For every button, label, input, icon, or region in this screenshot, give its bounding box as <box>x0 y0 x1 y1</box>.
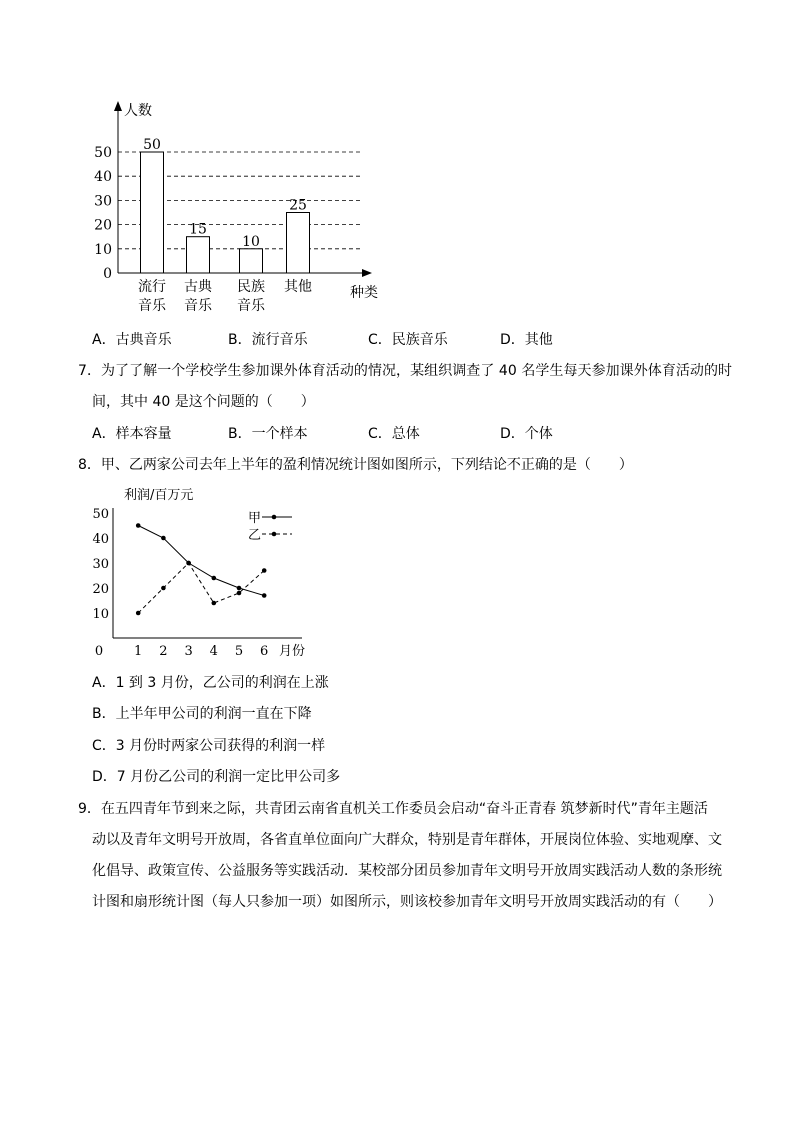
x-axis-title: 月份 <box>278 644 306 659</box>
q9-stem-line4: 计图和扇形统计图（每人只参加一项）如图所示，则该校参加青年文明号开放周实践活动的有（ ） <box>92 894 722 910</box>
q7-option-b[interactable]: B．一个样本 <box>228 426 308 442</box>
q7-stem-line2: 间，其中 40 是这个问题的（ ） <box>92 394 315 410</box>
x-tick-label: 4 <box>209 644 218 659</box>
data-point <box>237 591 242 596</box>
data-label: 10 <box>242 233 260 250</box>
y-tick-label: 50 <box>94 145 112 161</box>
y-axis-arrow <box>114 101 122 111</box>
q6-option-c[interactable]: C．民族音乐 <box>368 332 448 348</box>
data-label: 50 <box>143 137 161 153</box>
bar <box>141 152 164 273</box>
legend-label: 乙 <box>248 528 262 543</box>
q6-option-a[interactable]: A．古典音乐 <box>92 332 172 348</box>
q9-stem-line3: 化倡导、政策宣传、公益服务等实践活动．某校部分团员参加青年文明号开放周实践活动人数的条形统 <box>92 863 722 879</box>
x-tick-label: 2 <box>159 644 168 659</box>
q6-option-d[interactable]: D．其他 <box>500 332 553 348</box>
x-category-label: 音乐 <box>237 298 265 314</box>
y-tick-label: 30 <box>94 193 112 210</box>
bar <box>187 237 210 273</box>
y-tick-label: 40 <box>92 532 109 547</box>
y-tick-label: 0 <box>103 266 112 282</box>
q8-option-a[interactable]: A．1 到 3 月份，乙公司的利润在上涨 <box>92 675 329 691</box>
legend-label: 甲 <box>248 511 262 526</box>
y-axis-title: 利润/百万元 <box>124 488 194 503</box>
bar-chart-music-types <box>80 95 390 325</box>
legend-marker <box>272 532 277 537</box>
x-tick-label: 5 <box>234 644 244 659</box>
q8-stem: 8．甲、乙两家公司去年上半年的盈利情况统计图如图所示，下列结论不正确的是（ ） <box>78 457 633 473</box>
data-point <box>262 568 267 573</box>
data-point <box>212 601 217 606</box>
q7-option-a[interactable]: A．样本容量 <box>92 426 172 442</box>
series-line <box>138 526 264 596</box>
x-category-label: 音乐 <box>184 298 212 314</box>
y-tick-label: 20 <box>92 582 109 597</box>
x-tick-label: 6 <box>260 644 269 659</box>
x-category-label: 流行 <box>138 279 166 295</box>
x-tick-label: 1 <box>134 644 143 659</box>
y-tick-label: 20 <box>94 217 112 234</box>
q7-stem-line1: 7．为了了解一个学校学生参加课外体育活动的情况，某组织调查了 40 名学生每天参加课外体育活动的时 <box>78 363 733 379</box>
data-point <box>262 593 267 598</box>
data-point <box>161 586 166 591</box>
data-point <box>136 611 141 616</box>
q8-option-c[interactable]: C．3 月份时两家公司获得的利润一样 <box>92 738 326 754</box>
y-tick-label: 50 <box>92 507 109 522</box>
q6-option-b[interactable]: B．流行音乐 <box>228 332 308 348</box>
data-point <box>136 523 141 528</box>
q9-stem-line2: 动以及青年文明号开放周，各省直单位面向广大群众，特别是青年群体，开展岗位体验、实地观摩、文 <box>92 832 722 848</box>
bar <box>240 249 263 273</box>
x-category-label: 其他 <box>284 279 312 295</box>
x-tick-label: 3 <box>184 644 193 659</box>
y-tick-label: 40 <box>94 169 112 186</box>
data-label: 25 <box>289 197 307 214</box>
q8-option-d[interactable]: D．7 月份乙公司的利润一定比甲公司多 <box>92 769 341 785</box>
y-tick-label: 10 <box>94 241 112 258</box>
data-point <box>212 576 217 581</box>
x-category-label: 民族 <box>237 279 265 295</box>
data-point <box>161 536 166 541</box>
q8-option-b[interactable]: B．上半年甲公司的利润一直在下降 <box>92 706 312 722</box>
y-axis-title: 人数 <box>124 103 152 119</box>
q9-stem-line1: 9．在五四青年节到来之际，共青团云南省直机关工作委员会启动“奋斗正青春 筑梦新时代”青年主题活 <box>78 801 708 817</box>
legend-marker <box>272 515 277 520</box>
bar <box>287 213 310 274</box>
data-label: 15 <box>189 221 207 238</box>
data-point <box>237 586 242 591</box>
x-axis-title: 种类 <box>350 285 378 301</box>
x-tick-label: 0 <box>94 644 104 659</box>
x-category-label: 音乐 <box>138 298 166 314</box>
q7-option-c[interactable]: C．总体 <box>368 426 420 442</box>
x-category-label: 古典 <box>184 279 212 295</box>
q7-option-d[interactable]: D．个体 <box>500 426 553 442</box>
y-tick-label: 10 <box>92 607 109 622</box>
data-point <box>186 561 191 566</box>
y-tick-label: 30 <box>92 557 109 572</box>
line-chart-company-profit <box>80 482 320 664</box>
x-axis-arrow <box>362 269 372 277</box>
